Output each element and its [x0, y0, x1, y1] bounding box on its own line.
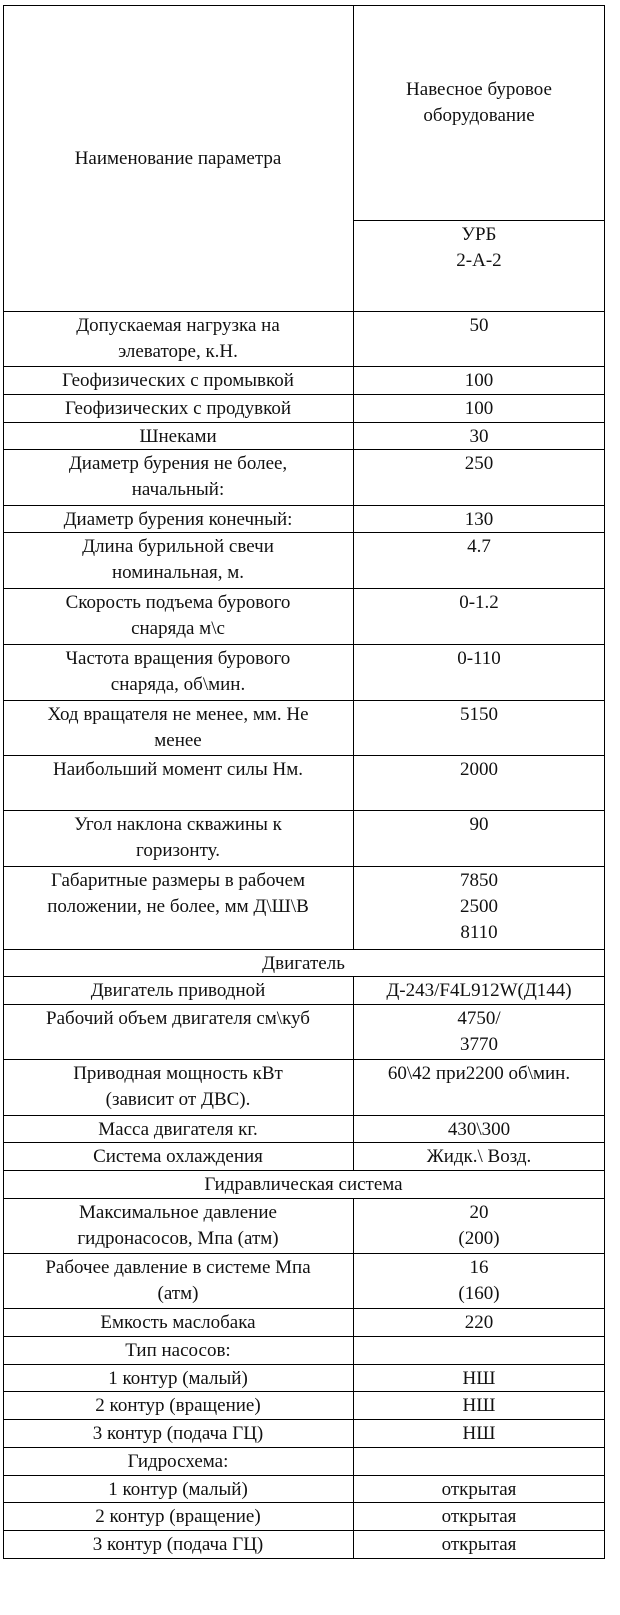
param-value-cell	[354, 396, 604, 422]
param-name-cell-text: Допускаемая нагрузка на элеваторе, к.Н.	[76, 315, 280, 362]
param-name-cell	[3, 1393, 353, 1419]
param-name-cell	[3, 368, 353, 394]
table-border-left	[3, 5, 4, 1559]
param-value-cell-text: 7850 2500 8110	[460, 870, 498, 943]
param-name-cell	[3, 1006, 353, 1059]
header-sub-divider	[353, 220, 604, 221]
param-value-cell-text: 100	[464, 370, 494, 391]
row-rule	[3, 1364, 605, 1365]
row-rule	[3, 1502, 605, 1503]
param-name-cell	[3, 1338, 353, 1364]
param-value-cell-text: 60\42 при2200 об\мин.	[387, 1063, 571, 1084]
param-name-cell	[3, 1532, 353, 1558]
param-name-cell-text: Двигатель приводной	[90, 980, 266, 1001]
param-name-cell	[3, 590, 353, 644]
param-value-cell	[354, 812, 604, 866]
param-value-cell	[354, 1200, 604, 1253]
param-name-cell	[3, 1144, 353, 1170]
param-name-cell-text: Частота вращения бурового снаряда, об\мин.	[65, 648, 291, 695]
param-name-cell	[3, 451, 353, 505]
param-value-cell	[354, 1061, 604, 1115]
param-name-cell-text: Длина бурильной свечи номинальная, м.	[82, 536, 274, 583]
param-name-cell	[3, 313, 353, 366]
param-value-cell-text: Жидк.\ Возд.	[426, 1146, 532, 1167]
param-value-cell	[354, 646, 604, 700]
param-name-cell-text: Масса двигателя кг.	[98, 1119, 258, 1140]
section-header	[3, 951, 604, 976]
row-rule	[3, 366, 605, 367]
row-rule	[3, 866, 605, 867]
param-name-cell-text: 1 контур (малый)	[108, 1368, 248, 1389]
param-value-cell-text: 130	[464, 509, 494, 530]
row-rule	[3, 1308, 605, 1309]
param-name-cell-text: 2 контур (вращение)	[95, 1506, 261, 1527]
row-rule	[3, 1198, 605, 1199]
param-name-cell	[3, 1366, 353, 1391]
row-rule	[3, 588, 605, 589]
row-rule	[3, 1475, 605, 1476]
param-name-cell	[3, 396, 353, 422]
param-value-cell	[354, 1255, 604, 1308]
param-name-cell	[3, 812, 353, 866]
param-name-cell-text: Максимальное давление гидронасосов, Мпа (атм)	[77, 1202, 279, 1249]
param-name-cell-text: Наибольший момент силы Нм.	[52, 759, 304, 780]
table-border-top	[3, 5, 605, 6]
row-rule	[3, 1115, 605, 1116]
param-name-cell-text: Емкость маслобака	[100, 1312, 256, 1333]
param-value-cell-text: Д-243/F4L912W(Д144)	[386, 980, 572, 1001]
param-value-cell	[354, 424, 604, 449]
row-rule	[3, 1558, 605, 1559]
param-name-cell-text: Геофизических с продувкой	[64, 398, 292, 419]
param-value-cell	[354, 868, 604, 949]
row-rule	[3, 311, 605, 312]
row-rule	[3, 1336, 605, 1337]
param-name-cell-text: Гидросхема:	[127, 1451, 229, 1472]
column-divider	[353, 5, 354, 949]
param-value-cell-text: открытая	[441, 1506, 517, 1527]
param-value-cell	[354, 590, 604, 644]
param-value-cell-text: 0-1.2	[459, 592, 499, 613]
param-name-cell-text: Рабочее давление в системе Мпа (атм)	[45, 1257, 311, 1304]
param-value-cell	[354, 1338, 604, 1364]
param-value-cell	[354, 1393, 604, 1419]
row-rule	[3, 1391, 605, 1392]
param-value-cell	[354, 1310, 604, 1336]
param-name-cell-text: Геофизических с промывкой	[62, 370, 294, 391]
row-rule	[3, 532, 605, 533]
param-value-cell	[354, 1477, 604, 1502]
param-name-cell	[3, 1061, 353, 1115]
param-value-cell-text: 30	[469, 426, 489, 447]
table-border-right	[604, 5, 605, 1559]
section-header-text: Гидравлическая система	[204, 1174, 403, 1195]
param-value-cell	[354, 1421, 604, 1447]
param-name-cell-text: Система охлаждения	[93, 1146, 263, 1167]
param-name-cell	[3, 1200, 353, 1253]
param-value-cell	[354, 978, 604, 1004]
param-value-cell-text: 4.7	[467, 536, 491, 557]
param-name-cell	[3, 868, 353, 949]
header-param-cell-text: Наименование параметра	[74, 148, 282, 170]
param-name-cell-text: 2 контур (вращение)	[95, 1395, 261, 1416]
param-name-cell	[3, 646, 353, 700]
param-value-cell-text: 50	[469, 315, 489, 336]
param-value-cell	[354, 702, 604, 755]
row-rule	[3, 394, 605, 395]
param-name-cell-text: Приводная мощность кВт (зависит от ДВС).	[73, 1063, 283, 1110]
param-name-cell	[3, 1449, 353, 1475]
param-name-cell	[3, 1310, 353, 1336]
param-name-cell	[3, 534, 353, 588]
param-value-cell	[354, 1449, 604, 1475]
row-rule	[3, 976, 605, 977]
section-header-text: Двигатель	[262, 953, 345, 974]
row-rule	[3, 810, 605, 811]
row-rule	[3, 1419, 605, 1420]
header-model-cell-text: УРБ 2-А-2	[456, 224, 502, 271]
param-value-cell-text: 16 (160)	[458, 1257, 500, 1304]
param-value-cell	[354, 1144, 604, 1170]
param-value-cell-text: 4750/ 3770	[457, 1008, 501, 1055]
param-name-cell	[3, 1421, 353, 1447]
param-value-cell	[354, 451, 604, 505]
row-rule	[3, 644, 605, 645]
param-value-cell-text: 5150	[460, 704, 498, 725]
param-value-cell	[354, 757, 604, 810]
header-equipment-cell-text: Навесное буровое оборудование	[406, 79, 552, 126]
row-rule	[3, 949, 605, 950]
param-value-cell	[354, 368, 604, 394]
param-name-cell	[3, 507, 353, 532]
param-name-cell	[3, 1477, 353, 1502]
param-value-cell-text: 100	[464, 398, 494, 419]
param-name-cell-text: Диаметр бурения не более, начальный:	[68, 453, 288, 500]
row-rule	[3, 1059, 605, 1060]
row-rule	[3, 700, 605, 701]
param-name-cell-text: Угол наклона скважины к горизонту.	[74, 814, 282, 861]
param-value-cell	[354, 1366, 604, 1391]
param-value-cell-text: НШ	[462, 1423, 496, 1444]
column-divider	[353, 1198, 354, 1558]
section-header	[3, 1172, 604, 1198]
param-name-cell-text: Скорость подъема бурового снаряда м\с	[65, 592, 291, 639]
row-rule	[3, 1253, 605, 1254]
param-value-cell	[354, 313, 604, 366]
param-name-cell	[3, 1117, 353, 1142]
param-value-cell-text: НШ	[462, 1395, 496, 1416]
param-name-cell-text: Габаритные размеры в рабочем положении, не более, мм Д\Ш\В	[47, 870, 309, 917]
row-rule	[3, 1530, 605, 1531]
param-value-cell	[354, 507, 604, 532]
row-rule	[3, 1170, 605, 1171]
param-value-cell	[354, 1504, 604, 1530]
header-equipment-cell	[354, 77, 604, 220]
param-value-cell-text: 90	[469, 814, 489, 835]
param-value-cell-text: открытая	[441, 1534, 517, 1555]
param-value-cell-text: НШ	[462, 1368, 496, 1389]
param-name-cell-text: Ход вращателя не менее, мм. Не менее	[47, 704, 309, 751]
row-rule	[3, 1447, 605, 1448]
param-name-cell-text: Тип насосов:	[125, 1340, 231, 1361]
column-divider	[353, 976, 354, 1170]
row-rule	[3, 755, 605, 756]
param-value-cell	[354, 1117, 604, 1142]
param-value-cell-text: 220	[464, 1312, 494, 1333]
param-value-cell	[354, 1532, 604, 1558]
param-value-cell	[354, 534, 604, 588]
param-name-cell	[3, 424, 353, 449]
row-rule	[3, 449, 605, 450]
param-name-cell-text: Диаметр бурения конечный:	[63, 509, 293, 530]
row-rule	[3, 505, 605, 506]
param-name-cell-text: Шнеками	[139, 426, 217, 447]
param-value-cell-text: открытая	[441, 1479, 517, 1500]
param-name-cell-text: 3 контур (подача ГЦ)	[92, 1423, 264, 1444]
param-value-cell-text: 250	[464, 453, 494, 474]
param-name-cell	[3, 1255, 353, 1308]
header-param-cell	[3, 7, 353, 311]
header-model-cell	[354, 222, 604, 311]
param-name-cell-text: 1 контур (малый)	[108, 1479, 248, 1500]
param-value-cell-text: 2000	[460, 759, 498, 780]
param-value-cell-text: 0-110	[457, 648, 501, 669]
param-value-cell-text: 430\300	[447, 1119, 511, 1140]
row-rule	[3, 422, 605, 423]
param-name-cell	[3, 757, 353, 810]
row-rule	[3, 1142, 605, 1143]
param-value-cell	[354, 1006, 604, 1059]
row-rule	[3, 1004, 605, 1005]
spec-table	[3, 5, 604, 1608]
param-name-cell	[3, 702, 353, 755]
param-value-cell-text: 20 (200)	[458, 1202, 500, 1249]
param-name-cell-text: Рабочий объем двигателя см\куб	[46, 1008, 310, 1029]
param-name-cell	[3, 978, 353, 1004]
param-name-cell-text: 3 контур (подача ГЦ)	[92, 1534, 264, 1555]
param-name-cell	[3, 1504, 353, 1530]
